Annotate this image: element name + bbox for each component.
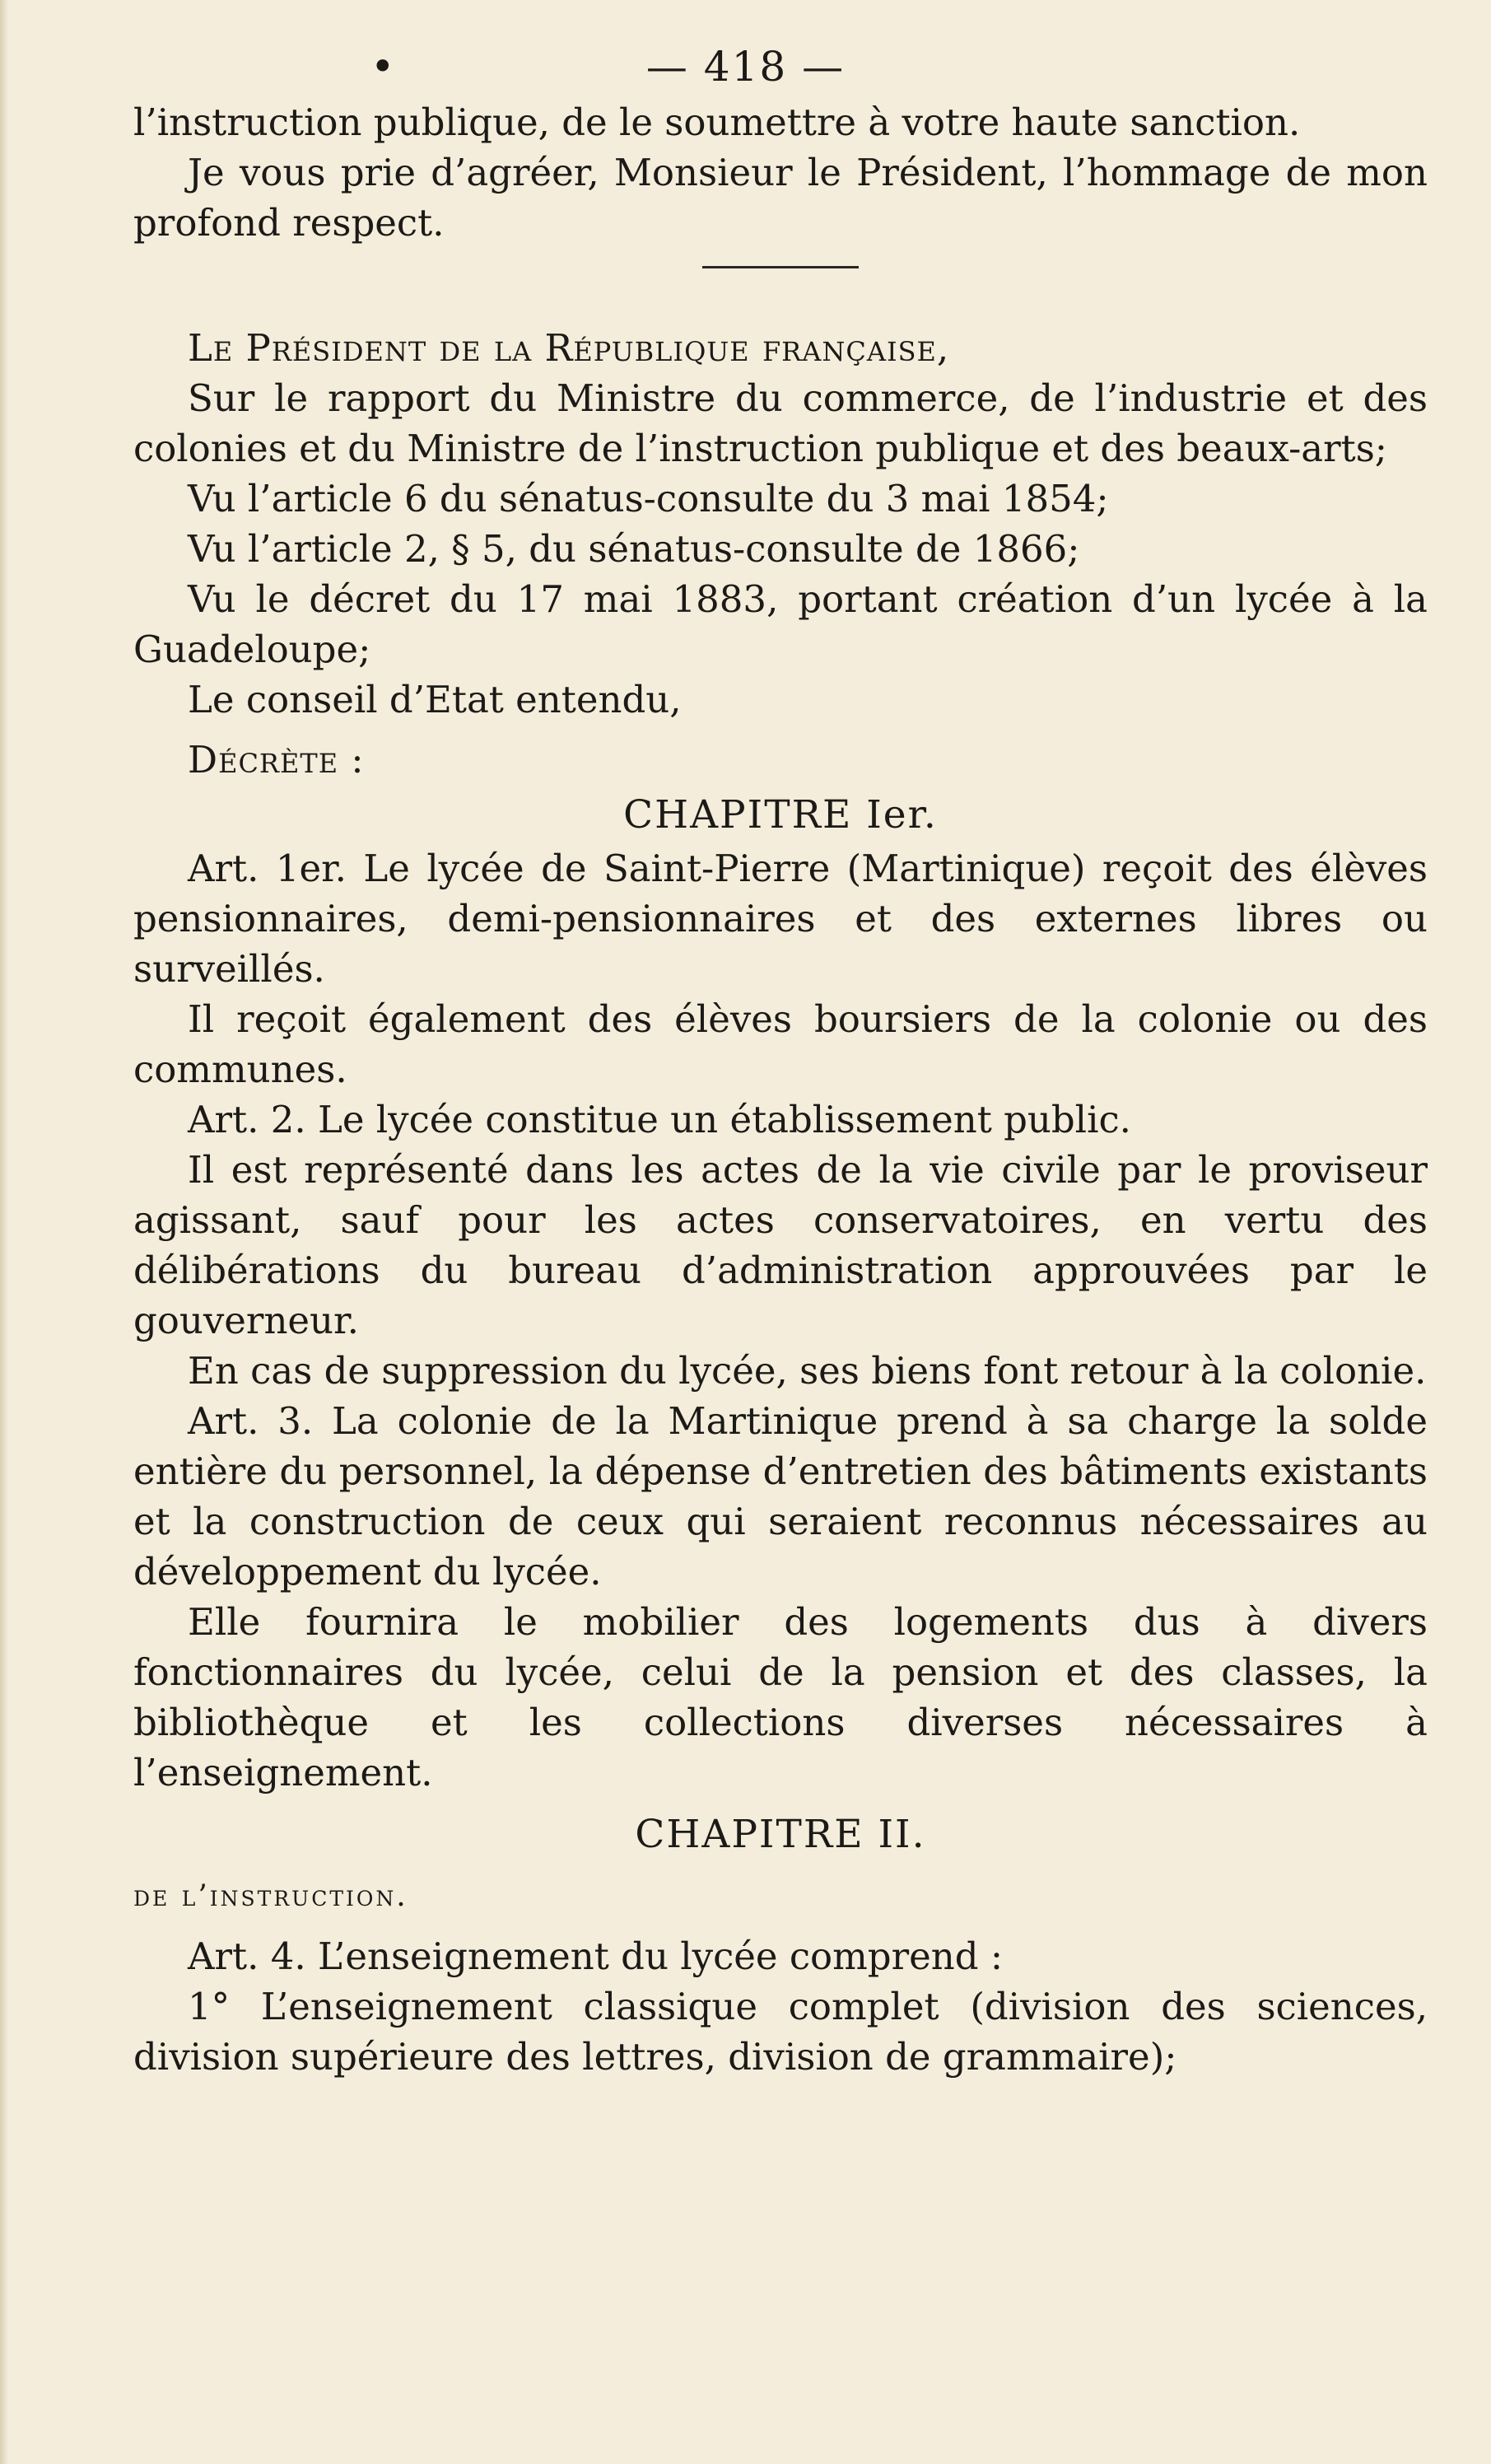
chapter-2-subheading: de l’instruction. — [133, 1879, 408, 1913]
article-3: Art. 3. La colonie de la Martinique prend à sa charge la solde entière du personnel, la dépense d’entretien des bâtiments existants et la construction de ceux qui seraient reconnus nécessaires au développement du lycée. — [133, 1399, 1428, 1594]
chapter-1-heading: CHAPITRE Ier. — [623, 792, 938, 838]
article-2-paragraph-3: En cas de suppression du lycée, ses biens font retour à la colonie. — [188, 1349, 1427, 1393]
article-1-paragraph-2: Il reçoit également des élèves boursiers de la colonie ou des communes. — [133, 997, 1428, 1091]
article-4-item-1: 1° L’enseignement classique complet (division des sciences, division supérieure des lettres, division de grammaire); — [133, 1985, 1428, 2079]
decrete-heading: Décrète : — [188, 738, 365, 782]
paragraph-vu-1883: Vu le décret du 17 mai 1883, portant création d’un lycée à la Guadeloupe; — [133, 577, 1428, 671]
paragraph-vu-1854: Vu l’article 6 du sénatus-consulte du 3 mai 1854; — [188, 477, 1109, 520]
page-spine-shadow — [0, 0, 8, 2464]
article-1: Art. 1er. Le lycée de Saint-Pierre (Martinique) reçoit des élèves pensionnaires, demi-pensionnaires et des externes libres ou surveillés. — [133, 847, 1428, 991]
article-3-paragraph-2: Elle fournira le mobilier des logements dus à divers fonctionnaires du lycée, celui de la pension et des classes, la bibliothèque et les collections diverses nécessaires à l’enseignement. — [133, 1600, 1428, 1794]
article-2: Art. 2. Le lycée constitue un établissement public. — [188, 1098, 1131, 1141]
separator-rule — [702, 266, 859, 268]
article-2-paragraph-2: Il est représenté dans les actes de la vie civile par le proviseur agissant, sauf pour les actes conservatoires, en vertu des délibérations du bureau d’administration approuvées par le gouverneur. — [133, 1148, 1428, 1342]
article-4: Art. 4. L’enseignement du lycée comprend : — [188, 1934, 1003, 1978]
paragraph-respect: Je vous prie d’agréer, Monsieur le Président, l’hommage de mon profond respect. — [133, 151, 1428, 245]
president-heading: Le Président de la République française, — [188, 326, 950, 370]
document-body — [133, 97, 1428, 2082]
paragraph-rapport: Sur le rapport du Ministre du commerce, de l’industrie et des colonies et du Ministre de l’instruction publique et des beaux-arts; — [133, 376, 1428, 470]
paragraph-letter-end: l’instruction publique, de le soumettre à votre haute sanction. — [133, 100, 1301, 144]
header-dot: • — [370, 43, 397, 91]
page-number: — 418 — — [645, 43, 846, 91]
chapter-2-heading: CHAPITRE II. — [635, 1812, 926, 1857]
page-header — [0, 43, 1491, 91]
paragraph-conseil: Le conseil d’Etat entendu, — [188, 678, 682, 721]
paragraph-vu-1866: Vu l’article 2, § 5, du sénatus-consulte de 1866; — [188, 527, 1080, 571]
